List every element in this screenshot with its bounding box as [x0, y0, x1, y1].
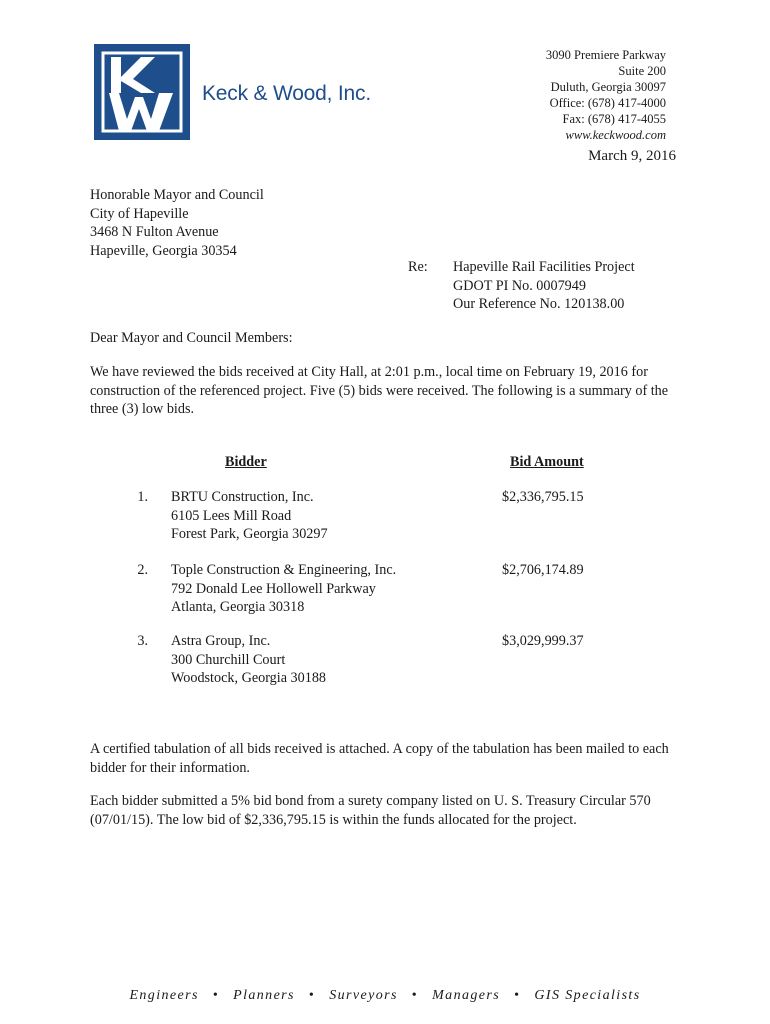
bidder-city: Forest Park, Georgia 30297: [171, 526, 328, 542]
address-line: Suite 200: [618, 64, 666, 78]
bidder-city: Woodstock, Georgia 30188: [171, 670, 327, 686]
gdot-pi-number: GDOT PI No. 0007949: [453, 277, 586, 294]
bid-amount-column-header: Bid Amount: [510, 454, 584, 470]
company-name: Keck & Wood, Inc.: [202, 82, 371, 105]
company-logo: [94, 44, 190, 140]
recipient-address: [90, 186, 264, 260]
footer-item: Managers: [432, 988, 501, 1003]
salutation: Dear Mayor and Council Members:: [90, 330, 293, 346]
bid-row-number: 3.: [137, 633, 148, 649]
address-line: 3090 Premiere Parkway: [545, 48, 666, 62]
footer-item: Surveyors: [329, 988, 398, 1003]
bid-row-number: 1.: [137, 489, 148, 505]
bullet-separator: •: [308, 988, 316, 1003]
bullet-separator: •: [514, 988, 521, 1003]
bullet-separator: •: [212, 988, 220, 1003]
bid-bond-paragraph: Each bidder submitted a 5% bid bond from a surety company listed on U. S. Treasury Circular 570 (07/01/15). The low bid of $2,336,795.15 is within the funds allocated for the project.: [90, 793, 651, 828]
bid-row-number: 2.: [137, 562, 148, 578]
recipient-line: City of Hapeville: [90, 205, 189, 222]
letter-date: March 9, 2016: [588, 148, 676, 164]
reference-number: Our Reference No. 120138.00: [453, 296, 625, 312]
re-label: Re:: [408, 259, 428, 275]
bidder-street: 6105 Lees Mill Road: [171, 507, 292, 524]
bidder-info: [171, 561, 396, 617]
recipient-line: Hapeville, Georgia 30354: [90, 242, 237, 259]
company-address: [546, 47, 666, 143]
bidder-street: 300 Churchill Court: [171, 651, 286, 668]
bidder-info: [171, 632, 326, 688]
bid-amount: $3,029,999.37: [502, 633, 584, 649]
bid-amount: $2,706,174.89: [502, 562, 584, 578]
kw-logo-icon: [97, 47, 187, 137]
footer-item: GIS Specialists: [534, 988, 641, 1003]
footer-item: Planners: [233, 988, 295, 1003]
bidder-column-header: Bidder: [225, 454, 267, 470]
letterhead-footer: [0, 988, 770, 1004]
bidder-info: [171, 488, 328, 544]
bidder-name: Astra Group, Inc.: [171, 633, 271, 649]
fax-number: Fax: (678) 417-4055: [562, 112, 666, 126]
bidder-city: Atlanta, Georgia 30318: [171, 599, 305, 615]
bidder-street: 792 Donald Lee Hollowell Parkway: [171, 580, 376, 597]
recipient-line: Honorable Mayor and Council: [90, 187, 264, 203]
bidder-name: Tople Construction & Engineering, Inc.: [171, 562, 397, 578]
footer-item: Engineers: [129, 988, 199, 1003]
tabulation-paragraph: A certified tabulation of all bids received is attached. A copy of the tabulation has been mailed to each bidder for their information.: [90, 741, 669, 776]
company-website: www.keckwood.com: [565, 128, 666, 142]
project-name: Hapeville Rail Facilities Project: [453, 259, 635, 275]
bid-amount: $2,336,795.15: [502, 489, 584, 505]
address-line: Duluth, Georgia 30097: [550, 80, 666, 94]
office-phone: Office: (678) 417-4000: [549, 96, 666, 110]
reference-block: [453, 258, 635, 314]
bullet-separator: •: [411, 988, 419, 1003]
bidder-name: BRTU Construction, Inc.: [171, 489, 314, 505]
intro-paragraph: We have reviewed the bids received at City Hall, at 2:01 p.m., local time on February 19, 2016 for construction of the referenced project. Five (5) bids were received. The following is a summary of the three (3) low bids.: [90, 364, 669, 417]
recipient-line: 3468 N Fulton Avenue: [90, 224, 219, 240]
